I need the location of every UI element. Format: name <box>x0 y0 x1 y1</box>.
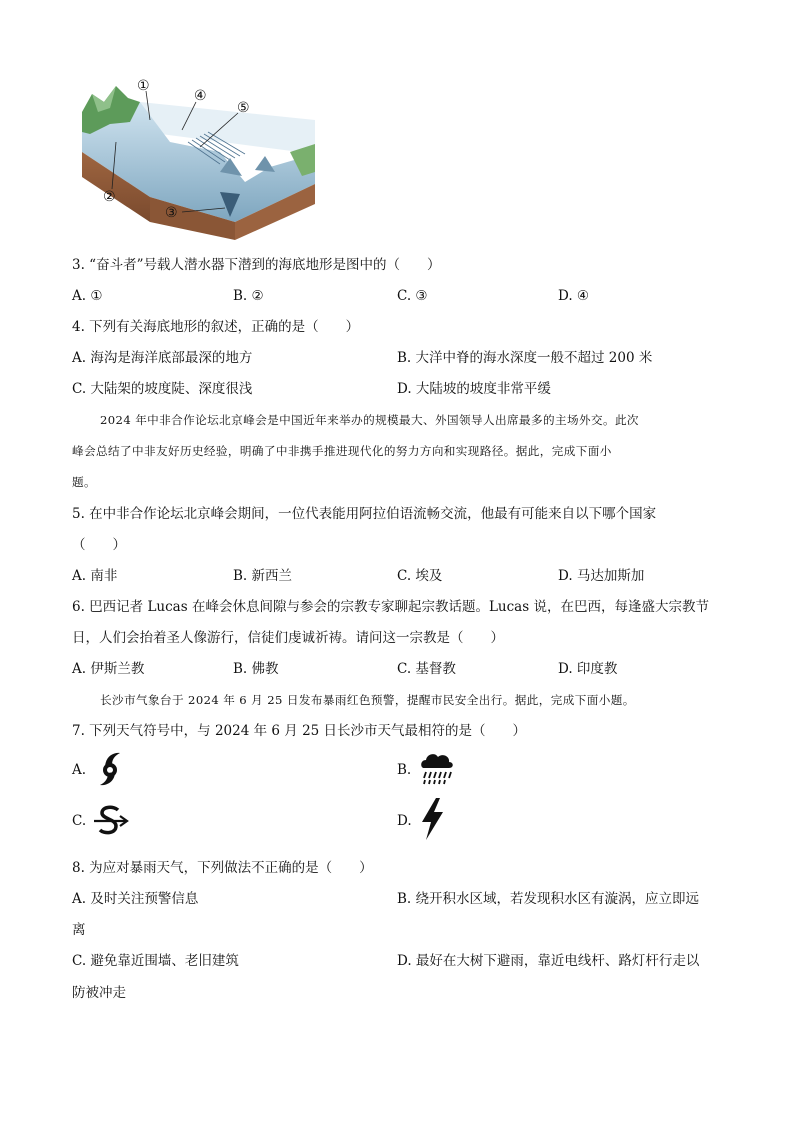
label-1: ① <box>137 78 150 94</box>
sandstorm-icon <box>92 804 132 838</box>
q5-option-d[interactable]: D. 马达加斯加 <box>558 568 645 584</box>
q3-option-b[interactable]: B. ② <box>233 288 264 304</box>
q7-option-a[interactable]: A. <box>72 762 87 778</box>
typhoon-icon <box>94 750 126 788</box>
passage2-line1: 长沙市气象台于 2024 年 6 月 25 日发布暴雨红色预警，提醒市民安全出行。据此，完成下面小题。 <box>100 693 635 707</box>
q6-option-b[interactable]: B. 佛教 <box>233 661 279 677</box>
passage1-line3: 题。 <box>72 475 96 489</box>
q6-stem-line2: 日，人们会抬着圣人像游行，信徒们虔诚祈祷。请问这一宗教是（ ） <box>72 630 504 646</box>
q3-stem: 3. “奋斗者”号载人潜水器下潜到的海底地形是图中的（ ） <box>72 257 441 273</box>
q8-option-d-line2: 防被冲走 <box>72 985 126 1001</box>
q5-option-b[interactable]: B. 新西兰 <box>233 568 293 584</box>
q3-option-d[interactable]: D. ④ <box>558 288 590 304</box>
q4-option-d[interactable]: D. 大陆坡的坡度非常平缓 <box>397 381 551 397</box>
q5-stem-line1: 5. 在中非合作论坛北京峰会期间，一位代表能用阿拉伯语流畅交流，他最有可能来自以下哪个国家 <box>72 506 657 522</box>
q5-option-a[interactable]: A. 南非 <box>72 568 118 584</box>
q7-option-d[interactable]: D. <box>397 813 412 829</box>
q6-option-d[interactable]: D. 印度教 <box>558 661 618 677</box>
heavy-rain-icon <box>418 748 456 786</box>
label-2: ② <box>103 189 116 205</box>
label-3: ③ <box>165 205 178 221</box>
q4-option-b[interactable]: B. 大洋中脊的海水深度一般不超过 200 米 <box>397 350 653 366</box>
q7-option-c[interactable]: C. <box>72 813 87 829</box>
q4-option-a[interactable]: A. 海沟是海洋底部最深的地方 <box>72 350 253 366</box>
q8-option-c[interactable]: C. 避免靠近围墙、老旧建筑 <box>72 953 239 969</box>
label-4: ④ <box>194 88 207 104</box>
passage1-line1: 2024 年中非合作论坛北京峰会是中国近年来举办的规模最大、外国领导人出席最多的主场外交。此次 <box>100 413 639 427</box>
thunder-icon <box>416 796 448 842</box>
ocean-floor-diagram <box>70 72 320 242</box>
q8-stem: 8. 为应对暴雨天气，下列做法不正确的是（ ） <box>72 860 373 876</box>
q7-stem: 7. 下列天气符号中，与 2024 年 6 月 25 日长沙市天气最相符的是（ ） <box>72 723 527 739</box>
q6-stem-line1: 6. 巴西记者 Lucas 在峰会休息间隙与参会的宗教专家聊起宗教话题。Lucas 说，在巴西，每逢盛大宗教节 <box>72 599 709 615</box>
passage1-line2: 峰会总结了中非友好历史经验，明确了中非携手推进现代化的努力方向和实现路径。据此，完成下面小 <box>72 444 612 458</box>
label-5: ⑤ <box>237 100 250 116</box>
q4-option-c[interactable]: C. 大陆架的坡度陡、深度很浅 <box>72 381 253 397</box>
q5-stem-line2: （ ） <box>72 537 126 553</box>
q6-option-c[interactable]: C. 基督教 <box>397 661 456 677</box>
q8-option-b-line2: 离 <box>72 922 86 938</box>
q8-option-b-line1[interactable]: B. 绕开积水区域，若发现积水区有漩涡，应立即远 <box>397 891 700 907</box>
q6-option-a[interactable]: A. 伊斯兰教 <box>72 661 145 677</box>
q4-stem: 4. 下列有关海底地形的叙述，正确的是（ ） <box>72 319 360 335</box>
q5-option-c[interactable]: C. 埃及 <box>397 568 443 584</box>
q3-option-c[interactable]: C. ③ <box>397 288 428 304</box>
q7-option-b[interactable]: B. <box>397 762 412 778</box>
q8-option-d-line1[interactable]: D. 最好在大树下避雨，靠近电线杆、路灯杆行走以 <box>397 953 700 969</box>
q8-option-a[interactable]: A. 及时关注预警信息 <box>72 891 199 907</box>
q3-option-a[interactable]: A. ① <box>72 288 103 304</box>
